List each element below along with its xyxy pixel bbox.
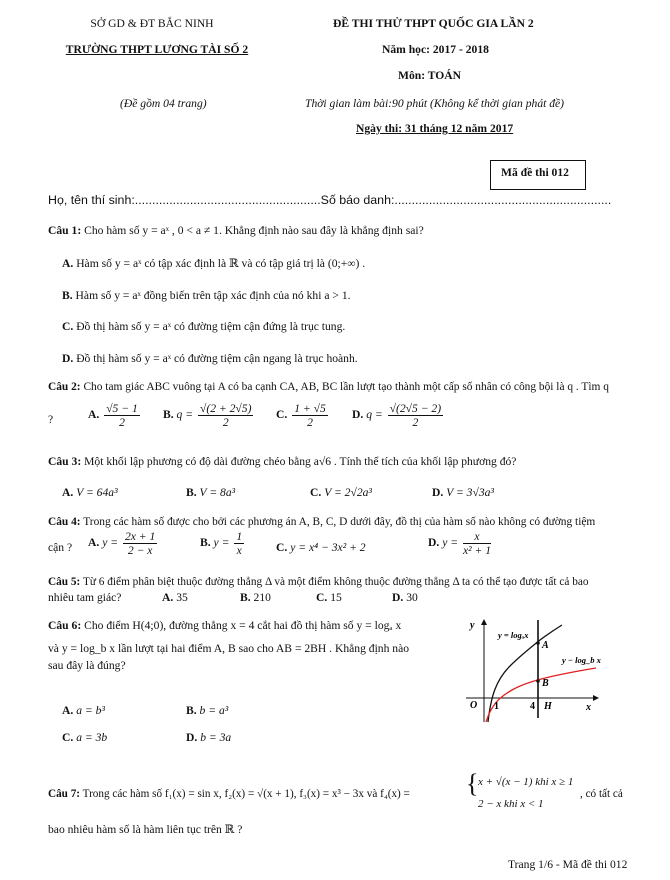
point-a-label: A <box>542 640 549 651</box>
question-3: Câu 3: Một khối lập phương có độ dài đường chéo bằng a√6 . Tính thể tích của khối lập phương đó? <box>48 455 517 468</box>
q7-case-2: 2 − x khi x < 1 <box>478 798 544 810</box>
q1-option-d: D. Đồ thị hàm số y = aˣ có đường tiệm cận ngang là trục hoành. <box>62 352 358 365</box>
q6-line-2: và y = log_b x lần lượt tại hai điểm A, B sao cho AB = 2BH . Khẳng định nào <box>48 642 410 655</box>
q5-stem-2: nhiêu tam giác? <box>48 591 122 604</box>
curve-b-label: y − log_b x <box>562 655 601 665</box>
q2-option-a: A. $\frac{√5 - 1}{2}$ <box>88 402 138 429</box>
curve-a-label: y = logₐx <box>498 630 529 640</box>
log-graph <box>462 614 602 724</box>
student-info-line: Họ, tên thí sinh:......................................................Số báo danh:............................................................... <box>48 193 612 207</box>
q3-option-c: C. V = 2√2a³ <box>310 486 372 499</box>
q2-qmark: ? <box>48 413 54 426</box>
exam-code-box <box>490 160 586 190</box>
time-note: Thời gian làm bài:90 phút (Không kể thời gian phát đề) <box>305 97 565 110</box>
q1-stem: Cho hàm số y = aˣ , 0 < a ≠ 1. Khẳng định nào sau đây là khẳng định sai? <box>84 224 424 237</box>
curve-log-b <box>486 668 596 722</box>
q2-option-c: C. $\frac{1 + √5}{2}$ <box>276 402 326 429</box>
exam-code: Mã đề thi 012 <box>501 166 569 179</box>
q1-label: Câu 1: <box>48 224 82 237</box>
q4-stem-2: cận ? <box>48 541 73 554</box>
point-h-label: H <box>544 701 552 712</box>
q7-brace: { <box>466 769 479 798</box>
question-2: Câu 2: Cho tam giác ABC vuông tại A có ba cạnh CA, AB, BC lần lượt tạo thành một cấp số nhân có công bội là q . Tìm q <box>48 381 609 393</box>
question-6: Câu 6: Cho điểm H(4;0), đường thẳng x = 4 cắt hai đồ thị hàm số y = logₐ x <box>48 619 402 632</box>
q3-option-d: D. V = 3√3a³ <box>432 486 494 499</box>
point-b-label: B <box>542 678 549 689</box>
question-7: Câu 7: Trong các hàm số f₁(x) = sin x, f₂(x) = √(x + 1), f₃(x) = x³ − 3x và f₄(x) = <box>48 788 410 800</box>
q6-option-c: C. a = 3b <box>62 731 108 744</box>
q2-option-d: D. q = $\frac{√(2√5 - 2)}{2}$ <box>352 402 442 429</box>
q2-option-b: B. q = $\frac{√(2 + 2√5)}{2}$ <box>163 402 252 429</box>
q5-option-a: A. 35 <box>162 591 188 604</box>
q5-stem: Từ 6 điểm phân biệt thuộc đường thẳng Δ và một điểm không thuộc đường thẳng Δ ta có thể tạo được tất cả bao <box>82 576 589 588</box>
exam-date: Ngày thi: 31 tháng 12 năm 2017 <box>356 122 514 135</box>
point-b-dot <box>536 679 540 683</box>
question-4: Câu 4: Trong các hàm số được cho bởi các phương án A, B, C, D dưới đây, đồ thị của hàm số nào không có đường tiệm <box>48 516 596 528</box>
q5-option-d: D. 30 <box>392 591 418 604</box>
q6-option-b: B. b = a³ <box>186 704 229 717</box>
origin-label: O <box>470 700 478 711</box>
school-name: TRƯỜNG THPT LƯƠNG TÀI SỐ 2 <box>65 43 249 56</box>
q5-option-b: B. 210 <box>240 591 271 604</box>
q4-stem: Trong các hàm số được cho bởi các phương án A, B, C, D dưới đây, đồ thị của hàm số nào không có đường tiệm <box>83 516 596 528</box>
q6-line-3: sau đây là đúng? <box>48 659 126 672</box>
pages-note: (Đề gồm 04 trang) <box>120 97 207 110</box>
q1-option-c: C. Đồ thị hàm số y = aˣ có đường tiệm cận đứng là trục tung. <box>62 320 346 333</box>
point-a-dot <box>536 641 540 645</box>
q7-tail: , có tất cả <box>580 788 623 800</box>
q4-option-c: C. y = x⁴ − 3x² + 2 <box>276 541 366 554</box>
y-axis-label: y <box>470 620 475 631</box>
q6-option-a: A. a = b³ <box>62 704 105 717</box>
q3-option-a: A. V = 64a³ <box>62 486 118 499</box>
q7-line-2: bao nhiêu hàm số là hàm liên tục trên ℝ ? <box>48 823 243 836</box>
question-1 <box>48 224 424 237</box>
q1-option-a: A. Hàm số y = aˣ có tập xác định là ℝ và có tập giá trị là (0;+∞) . <box>62 257 366 270</box>
q4-option-a: A. y = $\frac{2x + 1}{2 - x}$ <box>88 530 156 557</box>
department: SỞ GD & ĐT BẮC NINH <box>90 17 214 30</box>
q7-case-1: x + √(x − 1) khi x ≥ 1 <box>478 776 574 788</box>
q1-option-b: B. Hàm số y = aˣ đồng biến trên tập xác định của nó khi a > 1. <box>62 289 351 302</box>
q4-option-b: B. y = $\frac{1}{x}$ <box>200 530 243 557</box>
exam-title: ĐỀ THI THỬ THPT QUỐC GIA LẦN 2 <box>333 17 534 30</box>
tick-4-label: 4 <box>530 701 535 712</box>
q3-option-b: B. V = 8a³ <box>186 486 236 499</box>
q3-stem: Một khối lập phương có độ dài đường chéo bằng a√6 . Tính thể tích của khối lập phương đó? <box>84 455 517 468</box>
page-footer: Trang 1/6 - Mã đề thi 012 <box>508 858 628 871</box>
q2-stem: Cho tam giác ABC vuông tại A có ba cạnh CA, AB, BC lần lượt tạo thành một cấp số nhân có công bội là q . Tìm q <box>83 381 609 393</box>
subject: Môn: TOÁN <box>398 69 462 82</box>
q6-line-1: Cho điểm H(4;0), đường thẳng x = 4 cắt hai đồ thị hàm số y = logₐ x <box>84 619 402 632</box>
question-5: Câu 5: Từ 6 điểm phân biệt thuộc đường thẳng Δ và một điểm không thuộc đường thẳng Δ ta có thể tạo được tất cả bao <box>48 576 589 588</box>
tick-1-label: 1 <box>494 701 499 712</box>
q6-option-d: D. b = 3a <box>186 731 232 744</box>
q4-option-d: D. y = $\frac{x}{\text{x² + 1}}$ <box>428 530 492 557</box>
x-axis-label: x <box>586 702 591 713</box>
q7-stem: Trong các hàm số f₁(x) = sin x, f₂(x) = √(x + 1), f₃(x) = x³ − 3x và f₄(x) = <box>82 788 410 800</box>
school-year: Năm học: 2017 - 2018 <box>382 43 489 56</box>
q5-option-c: C. 15 <box>316 591 342 604</box>
